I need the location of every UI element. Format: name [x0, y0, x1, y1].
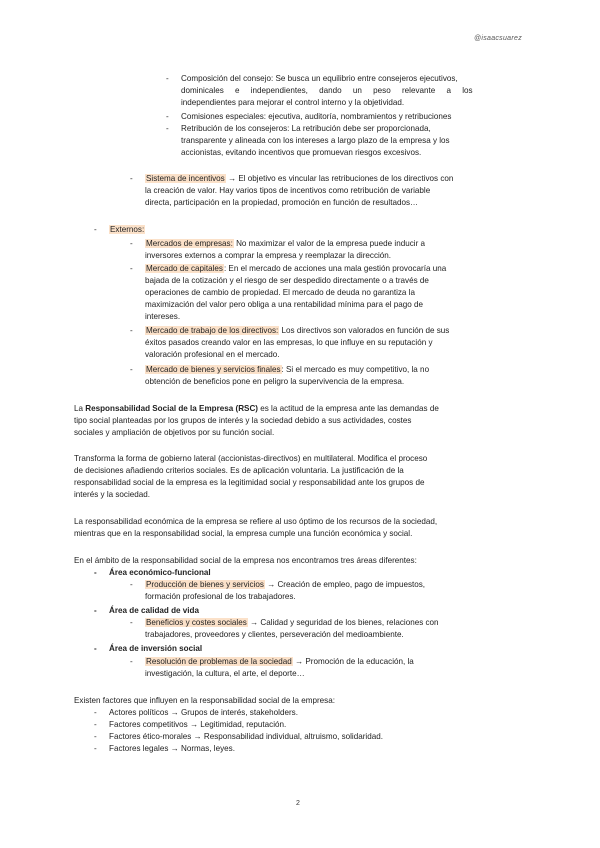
text-span: es la actitud de la empresa ante las demandas de: [257, 404, 439, 413]
bullet-dash: -: [94, 708, 97, 717]
bullet-dash: -: [130, 174, 133, 183]
list-item: Factores legales → Normas, leyes.: [109, 744, 235, 753]
text-line: La responsabilidad económica de la empresa se refiere al uso óptimo de los recursos de la sociedad,: [74, 517, 438, 526]
highlighted-term: Producción de bienes y servicios: [146, 580, 264, 589]
text-line: la creación de valor. Hay varios tipos de incentivos como retribución de variable: [145, 186, 431, 195]
bullet-dash: -: [130, 239, 133, 248]
list-item: Actores políticos → Grupos de interés, stakeholders.: [109, 708, 298, 717]
text-line: [145, 579, 425, 590]
highlighted-term: Externos:: [110, 225, 145, 234]
highlighted-term: Mercado de capitales: [146, 264, 223, 273]
text-line: operaciones de cambio de propiedad. El mercado de deuda no garantiza la: [145, 288, 415, 297]
text-span: No maximizar el valor de la empresa puede inducir a: [233, 239, 426, 248]
text-line: Transforma la forma de gobierno lateral (accionistas-directivos) en multilateral. Modifica el proceso: [74, 454, 428, 463]
text-line: transparente y alineada con los intereses a largo plazo de la empresa y los: [181, 136, 450, 145]
text-line: obtención de beneficios pone en peligro la supervivencia de la empresa.: [145, 377, 405, 386]
bullet-dash: -: [166, 112, 169, 121]
highlighted-term: Mercados de empresas:: [146, 239, 233, 248]
bullet-dash: -: [94, 732, 97, 741]
bullet-dash: -: [94, 225, 97, 234]
highlighted-term: Resolución de problemas de la sociedad: [146, 657, 292, 666]
text-line: [145, 617, 439, 628]
area-title: Área de inversión social: [109, 644, 203, 653]
list-item: Factores competitivos → Legitimidad, reputación.: [109, 720, 287, 729]
text-line: [145, 364, 429, 375]
bullet-dash: -: [130, 618, 133, 627]
text-line: [145, 173, 453, 184]
text-span: → El objetivo es vincular las retribuciones de los directivos con: [225, 174, 454, 183]
bullet-dash: -: [130, 365, 133, 374]
text-line: [145, 263, 446, 274]
bullet-dash: -: [166, 124, 169, 133]
bullet-dash: -: [94, 720, 97, 729]
bullet-dash: -: [94, 644, 97, 653]
bold-term: Responsabilidad Social de la Empresa (RSC): [85, 404, 258, 413]
text-line: [74, 403, 439, 414]
list-item: Factores ético-morales → Responsabilidad individual, altruismo, solidaridad.: [109, 732, 383, 741]
area-title: Área económico-funcional: [109, 568, 211, 577]
text-span: Los directivos son valorados en función de sus: [279, 326, 450, 335]
text-line: [145, 325, 449, 336]
page-number: 2: [296, 800, 300, 807]
text-line: accionistas, evitando incentivos que promuevan riesgos excesivos.: [181, 148, 422, 157]
text-line: En el ámbito de la responsabilidad social de la empresa nos encontramos tres áreas diferentes:: [74, 556, 417, 565]
text-line: maximización del valor pero obliga a una rentabilidad mínima para el pago de: [145, 300, 424, 309]
text-line: trabajadores, proveedores y clientes, perseveración del medioambiente.: [145, 630, 404, 639]
bullet-dash: -: [94, 606, 97, 615]
text-line: [145, 656, 414, 667]
text-span: → Creación de empleo, pago de impuestos,: [264, 580, 426, 589]
text-line: Retribución de los consejeros: La retribución debe ser proporcionada,: [181, 124, 431, 133]
text-span: → Calidad y seguridad de los bienes, relaciones con: [247, 618, 439, 627]
text-line: valoración profesional en el mercado.: [145, 350, 280, 359]
text-span: → Promoción de la educación, la: [292, 657, 414, 666]
text-line: bajada de la cotización y el riesgo de ser despedido directamente o a través de: [145, 276, 429, 285]
text-line: éxitos pasados creando valor en las empresas, lo que influye en su reputación y: [145, 338, 433, 347]
text-line: directa, participación en la propiedad, promoción en función de resultados…: [145, 198, 419, 207]
highlighted-term: Sistema de incentivos: [146, 174, 225, 183]
text-line: tipo social planteadas por los grupos de interés y la sociedad debido a sus actividades, costes: [74, 416, 412, 425]
text-line: dominicales e independientes, dando un peso relevante a los: [181, 86, 473, 95]
text-line: independientes para mejorar el control interno y la objetividad.: [181, 98, 405, 107]
highlighted-term: Mercado de trabajo de los directivos:: [146, 326, 279, 335]
text-line: Composición del consejo: Se busca un equilibrio entre consejeros ejecutivos,: [181, 74, 458, 83]
text-line: intereses.: [145, 312, 181, 321]
text-line: investigación, la cultura, el arte, el deporte…: [145, 669, 305, 678]
bullet-dash: -: [94, 744, 97, 753]
text-span: : Si el mercado es muy competitivo, la no: [281, 365, 430, 374]
text-line: responsabilidad social de la empresa es la legitimidad social y responsabilidad ante los grupos de: [74, 478, 425, 487]
author-handle: @isaacsuarez: [473, 35, 522, 42]
text-line: Existen factores que influyen en la responsabilidad social de la empresa:: [74, 696, 335, 705]
text-line: sociales y ampliación de objetivos por su función social.: [74, 428, 275, 437]
text-line: inversores externos a comprar la empresa y reemplazar la dirección.: [145, 251, 392, 260]
text-line: Comisiones especiales: ejecutiva, auditoría, nombramientos y retribuciones: [181, 112, 452, 121]
text-line: formación profesional de los trabajadores.: [145, 592, 296, 601]
highlighted-term: Mercado de bienes y servicios finales: [146, 365, 281, 374]
text-line: interés y la sociedad.: [74, 490, 151, 499]
area-title: Área de calidad de vida: [109, 606, 199, 615]
bullet-dash: -: [130, 326, 133, 335]
text-line: [145, 238, 425, 249]
bullet-dash: -: [166, 74, 169, 83]
text-line: de decisiones añadiendo criterios sociales. Es de aplicación voluntaria. La justificación de la: [74, 466, 404, 475]
bullet-dash: -: [130, 657, 133, 666]
bullet-dash: -: [130, 580, 133, 589]
highlighted-term: Beneficios y costes sociales: [146, 618, 247, 627]
bullet-dash: -: [130, 264, 133, 273]
text-line: mientras que en la responsabilidad social, la empresa cumple una función económica y social.: [74, 529, 413, 538]
text-span: La: [74, 404, 86, 413]
bullet-dash: -: [94, 568, 97, 577]
text-span: : En el mercado de acciones una mala gestión provocaría una: [223, 264, 447, 273]
text-line: [109, 224, 145, 235]
